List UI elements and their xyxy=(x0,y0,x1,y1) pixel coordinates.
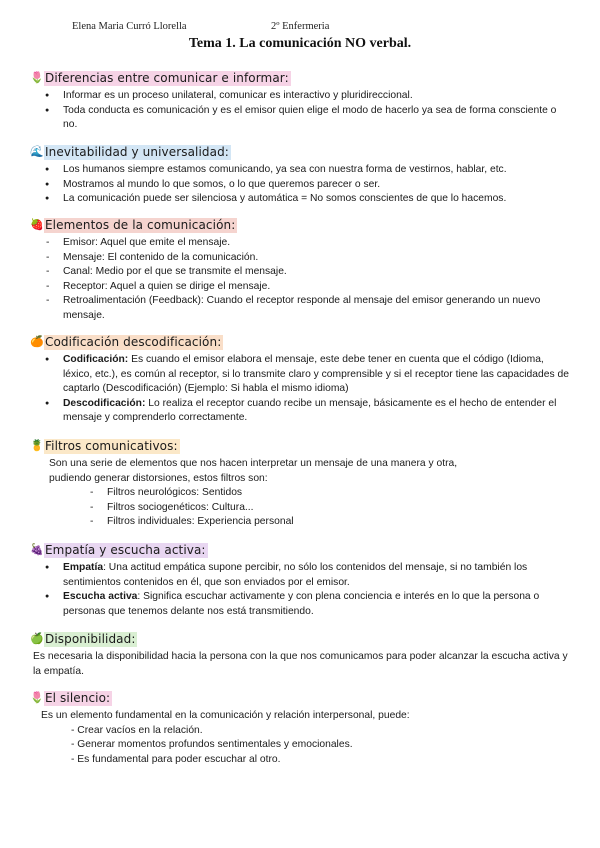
paragraph: Es un elemento fundamental en la comunicación y relación interpersonal, puede: xyxy=(41,710,410,721)
wave-icon: 🌊 xyxy=(30,145,44,158)
list-item: ● La comunicación puede ser silenciosa y automática = No somos conscientes de que lo hacemos. xyxy=(30,192,570,207)
grapes-icon: 🍇 xyxy=(30,543,44,556)
list-item: - Mensaje: El contenido de la comunicación. xyxy=(30,251,570,266)
list-item xyxy=(30,397,570,426)
definition: Lo realiza el receptor cuando recibe un mensaje, básicamente es el hecho de entender el mensaje y comprenderlo correctamente. xyxy=(63,397,557,424)
list-item: - Filtros sociogenéticos: Cultura... xyxy=(74,501,570,516)
list-item: - Crear vacíos en la relación. xyxy=(71,724,203,736)
author-name: Elena Maria Curró Llorella xyxy=(72,21,187,32)
section-heading: Empatía y escucha activa: xyxy=(45,542,206,557)
list-item: ● Mostramos al mundo lo que somos, o lo que queremos parecer o ser. xyxy=(30,178,570,193)
section-coding xyxy=(30,334,570,426)
section-heading: Diferencias entre comunicar e informar: xyxy=(45,70,289,85)
definition: Es cuando el emisor elabora el mensaje, este debe tener en cuenta que el código (Idioma, léxico, etc.), es común al receptor, si lo transmite claro y comprensible y si el receptor tiene las capacidades de captarlo (Descodificación) (Ejemplo: Si habla el mismo idioma) xyxy=(63,354,569,395)
orange-icon: 🍊 xyxy=(30,335,44,348)
term: Descodificación: xyxy=(63,397,146,409)
section-heading: Codificación descodificación: xyxy=(45,334,222,349)
list-item xyxy=(30,590,570,619)
pineapple-icon: 🍍 xyxy=(30,439,44,452)
list-item: ● Informar es un proceso unilateral, comunicar es interactivo y pluridireccional. xyxy=(30,89,570,104)
section-heading: Filtros comunicativos: xyxy=(45,438,178,453)
list-item: - Filtros neurológicos: Sentidos xyxy=(74,486,570,501)
section-silence xyxy=(30,690,570,767)
apple-icon: 🍏 xyxy=(30,632,44,645)
section-availability xyxy=(30,631,570,679)
list-item xyxy=(30,353,570,397)
section-differences xyxy=(30,70,570,133)
section-filters xyxy=(30,438,570,530)
list-item: - Filtros individuales: Experiencia personal xyxy=(74,515,570,530)
section-inevitability xyxy=(30,144,570,207)
section-elements xyxy=(30,217,570,324)
tulip-icon: 🌷 xyxy=(30,691,44,704)
term: Empatía xyxy=(63,562,104,573)
list-item: ● Toda conducta es comunicación y es el emisor quien elige el modo de hacerlo ya sea de forma consciente o no. xyxy=(30,104,570,133)
strawberry-icon: 🍓 xyxy=(30,218,44,231)
page-title: Tema 1. La comunicación NO verbal. xyxy=(188,36,412,51)
list-item: - Canal: Medio por el que se transmite el mensaje. xyxy=(30,265,570,280)
list-item: - Emisor: Aquel que emite el mensaje. xyxy=(30,236,570,251)
tulip-icon: 🌷 xyxy=(30,71,44,84)
list-item: - Generar momentos profundos sentimentales y emocionales. xyxy=(71,739,353,751)
definition: : Significa escuchar activamente y con plena conciencia e interés en lo que la persona o personas que tenemos delante nos está transmitiendo. xyxy=(63,591,540,617)
section-heading: Inevitabilidad y universalidad: xyxy=(45,144,229,159)
paragraph: pudiendo generar distorsiones, estos filtros son: xyxy=(49,472,268,484)
course-label: 2º Enfermeria xyxy=(271,21,330,32)
section-heading: Elementos de la comunicación: xyxy=(45,217,236,232)
list-item: ● Los humanos siempre estamos comunicando, ya sea con nuestra forma de vestirnos, hablar, etc. xyxy=(30,163,570,178)
paragraph: Son una serie de elementos que nos hacen interpretar un mensaje de una manera y otra, xyxy=(49,458,458,469)
definition: : Una actitud empática supone percibir, no sólo los contenidos del mensaje, si no también los sentimientos contenidos en él, que son enviados por el emisor. xyxy=(63,562,528,588)
term: Escucha activa xyxy=(63,591,138,603)
list-item: - Es fundamental para poder escuchar al otro. xyxy=(71,753,281,765)
section-heading: Disponibilidad: xyxy=(45,631,136,646)
list-item: - Receptor: Aquel a quien se dirige el mensaje. xyxy=(30,280,570,295)
list-item xyxy=(30,561,570,590)
term: Codificación: xyxy=(63,354,129,365)
paragraph: Es necesaria la disponibilidad hacia la persona con la que nos comunicamos para poder alcanzar la escucha activa y la empatía. xyxy=(33,651,568,677)
section-empathy xyxy=(30,542,570,619)
list-item: - Retroalimentación (Feedback): Cuando el receptor responde al mensaje del emisor generando un nuevo mensaje. xyxy=(30,294,570,323)
section-heading: El silencio: xyxy=(45,690,111,705)
